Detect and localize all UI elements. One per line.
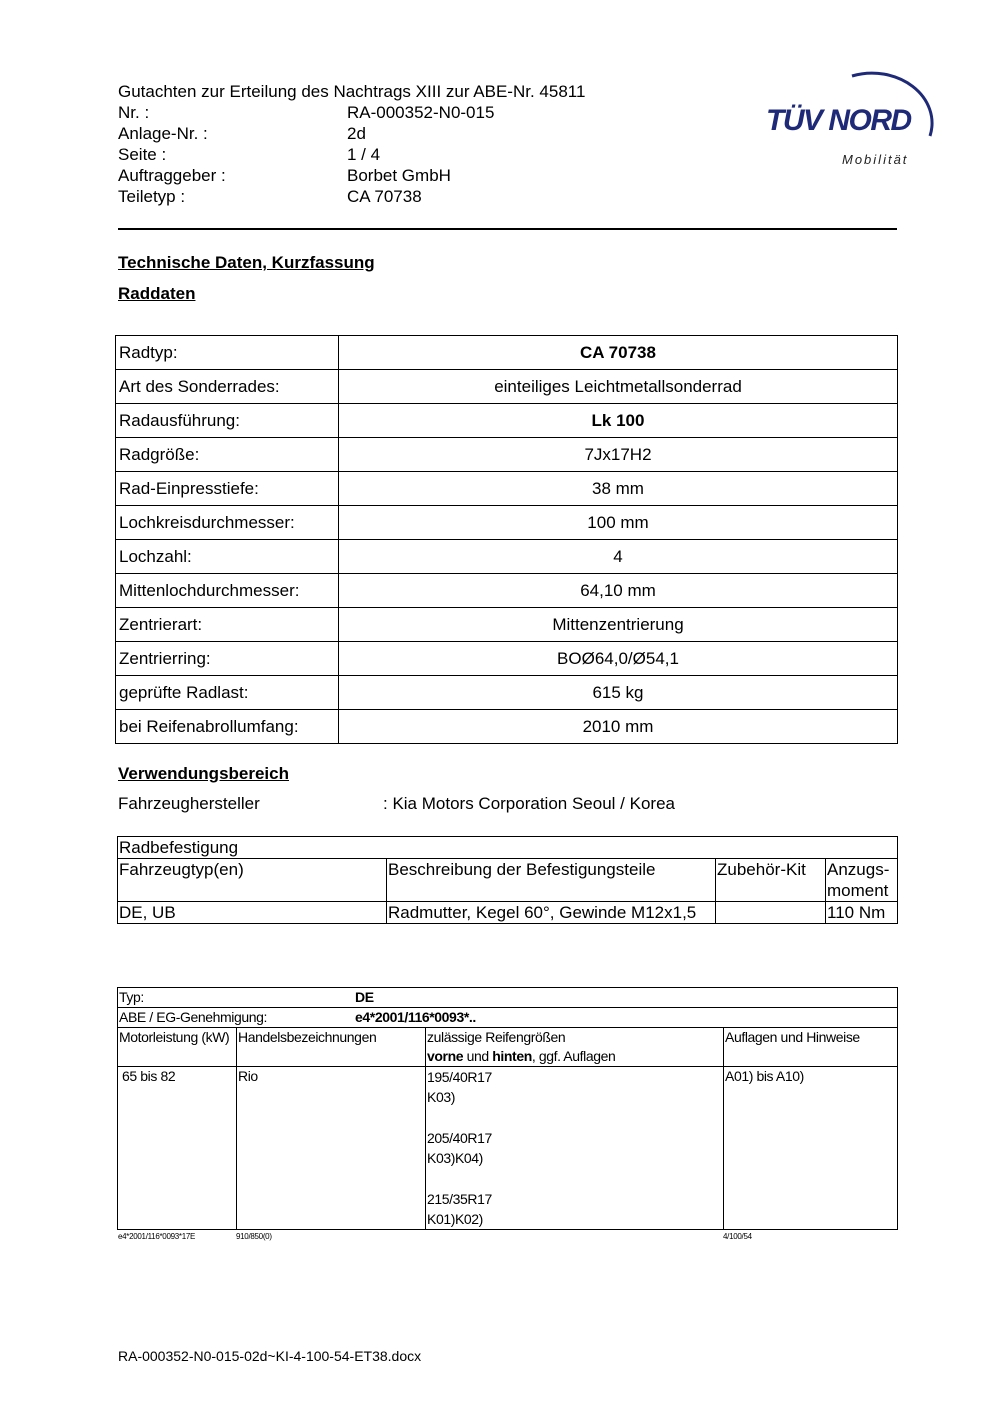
raddaten-value: Lk 100 [339, 404, 898, 438]
befestigung-cell-zubehoer [716, 902, 826, 924]
raddaten-value: 64,10 mm [339, 574, 898, 608]
befestigung-header-zubehoer: Zubehör-Kit [716, 859, 826, 902]
logo-brand-text: TÜV NORD [766, 104, 911, 137]
raddaten-label: Mittenlochdurchmesser: [116, 574, 339, 608]
reifen-vorne: vorne [427, 1048, 464, 1064]
typ-header-motor: Motorleistung (kW) [118, 1028, 237, 1067]
section-tech: Technische Daten, Kurzfassung [118, 253, 375, 272]
raddaten-label: Radausführung: [116, 404, 339, 438]
logo-sub-text: Mobilität [842, 152, 909, 167]
tyre-size: 215/35R17 [427, 1191, 492, 1207]
table-row [116, 676, 898, 710]
befestigung-cell-fahrzeugtyp: DE, UB [118, 902, 387, 924]
raddaten-value: 100 mm [339, 506, 898, 540]
raddaten-value: 4 [339, 540, 898, 574]
reifen-rest: , ggf. Auflagen [531, 1048, 616, 1064]
raddaten-label: Lochkreisdurchmesser: [116, 506, 339, 540]
befestigung-title: Radbefestigung [118, 837, 898, 859]
table-row [118, 859, 898, 902]
raddaten-label: Radgröße: [116, 438, 339, 472]
table-row [116, 370, 898, 404]
table-row [116, 506, 898, 540]
header-label-nr: Nr. : [118, 103, 150, 122]
header-label-auftraggeber: Auftraggeber : [118, 166, 226, 185]
befestigung-table [117, 836, 898, 924]
tiny-code-2: 910/850(0) [236, 1232, 272, 1241]
raddaten-label: Zentrierart: [116, 608, 339, 642]
table-row [116, 608, 898, 642]
header-label-anlage: Anlage-Nr. : [118, 124, 208, 143]
tyre-notes: K01)K02) [427, 1211, 483, 1227]
abe-label: ABE / EG-Genehmigung: [119, 1009, 268, 1025]
befestigung-cell-anzugsmoment: 110 Nm [826, 902, 898, 924]
tyre-notes: K03)K04) [427, 1150, 483, 1166]
raddaten-label: Zentrierring: [116, 642, 339, 676]
raddaten-value: BOØ64,0/Ø54,1 [339, 642, 898, 676]
table-row [116, 404, 898, 438]
raddaten-table [115, 335, 898, 744]
table-row [118, 1067, 898, 1230]
table-row [116, 540, 898, 574]
table-row [118, 837, 898, 859]
header-value-seite: 1 / 4 [347, 145, 381, 164]
typ-cell-motor: 65 bis 82 [118, 1067, 237, 1230]
tuv-nord-logo [760, 58, 940, 170]
abe-row [118, 1008, 898, 1028]
typ-cell-reifen [426, 1067, 724, 1230]
footer-filename: RA-000352-N0-015-02d~KI-4-100-54-ET38.docx [118, 1348, 422, 1364]
typ-header-reifen-line2 [427, 1047, 722, 1066]
typ-value: DE [355, 989, 374, 1005]
table-row [118, 902, 898, 924]
raddaten-value: CA 70738 [339, 336, 898, 370]
typ-label: Typ: [119, 989, 144, 1005]
reifen-hinten: hinten [492, 1048, 532, 1064]
typ-cell-auflagen: A01) bis A10) [724, 1067, 898, 1230]
header-label-teiletyp: Teiletyp : [118, 187, 186, 206]
header-label-seite: Seite : [118, 145, 167, 164]
befestigung-header-fahrzeugtyp: Fahrzeugtyp(en) [118, 859, 387, 902]
typ-row [118, 988, 898, 1008]
tiny-code-1: e4*2001/116*0093*17E [118, 1232, 196, 1241]
raddaten-value: 2010 mm [339, 710, 898, 744]
typ-header-reifen-line1: zulässige Reifengrößen [427, 1029, 566, 1045]
document-title: Gutachten zur Erteilung des Nachtrags XIII zur ABE-Nr. 45811 [118, 82, 586, 101]
raddaten-label: bei Reifenabrollumfang: [116, 710, 339, 744]
reifen-und: und [463, 1048, 493, 1064]
hersteller-value: : Kia Motors Corporation Seoul / Korea [383, 794, 675, 813]
tyre-notes: K03) [427, 1089, 455, 1105]
header-value-teiletyp: CA 70738 [347, 187, 422, 206]
table-row [116, 438, 898, 472]
raddaten-value: Mittenzentrierung [339, 608, 898, 642]
table-row [116, 642, 898, 676]
table-row [118, 988, 898, 1008]
tyre-size: 195/40R17 [427, 1069, 492, 1085]
table-row [116, 336, 898, 370]
raddaten-label: Lochzahl: [116, 540, 339, 574]
section-verwendung: Verwendungsbereich [118, 764, 289, 783]
header-divider [118, 228, 897, 230]
raddaten-value: 7Jx17H2 [339, 438, 898, 472]
raddaten-label: Rad-Einpresstiefe: [116, 472, 339, 506]
typ-header-auflagen: Auflagen und Hinweise [724, 1028, 898, 1067]
table-row [116, 574, 898, 608]
befestigung-cell-beschreibung: Radmutter, Kegel 60°, Gewinde M12x1,5 [387, 902, 716, 924]
table-row [116, 710, 898, 744]
befestigung-header-beschreibung: Beschreibung der Befestigungsteile [387, 859, 716, 902]
hersteller-label: Fahrzeughersteller [118, 794, 260, 813]
header-value-nr: RA-000352-N0-015 [347, 103, 495, 122]
header-value-anlage: 2d [347, 124, 366, 143]
typ-header-handel: Handelsbezeichnungen [237, 1028, 426, 1067]
raddaten-value: einteiliges Leichtmetallsonderrad [339, 370, 898, 404]
typ-header-reifen [426, 1028, 724, 1067]
section-raddaten: Raddaten [118, 284, 196, 303]
raddaten-label: geprüfte Radlast: [116, 676, 339, 710]
raddaten-label: Radtyp: [116, 336, 339, 370]
table-row [118, 1028, 898, 1067]
raddaten-value: 38 mm [339, 472, 898, 506]
raddaten-label: Art des Sonderrades: [116, 370, 339, 404]
befestigung-header-anzugsmoment: Anzugs-moment [826, 859, 898, 902]
abe-value: e4*2001/116*0093*.. [355, 1009, 476, 1025]
table-row [116, 472, 898, 506]
header-value-auftraggeber: Borbet GmbH [347, 166, 451, 185]
tiny-code-3: 4/100/54 [723, 1232, 752, 1241]
table-row [118, 1008, 898, 1028]
typ-cell-handel: Rio [237, 1067, 426, 1230]
tyre-size: 205/40R17 [427, 1130, 492, 1146]
raddaten-value: 615 kg [339, 676, 898, 710]
typ-table [117, 987, 898, 1230]
